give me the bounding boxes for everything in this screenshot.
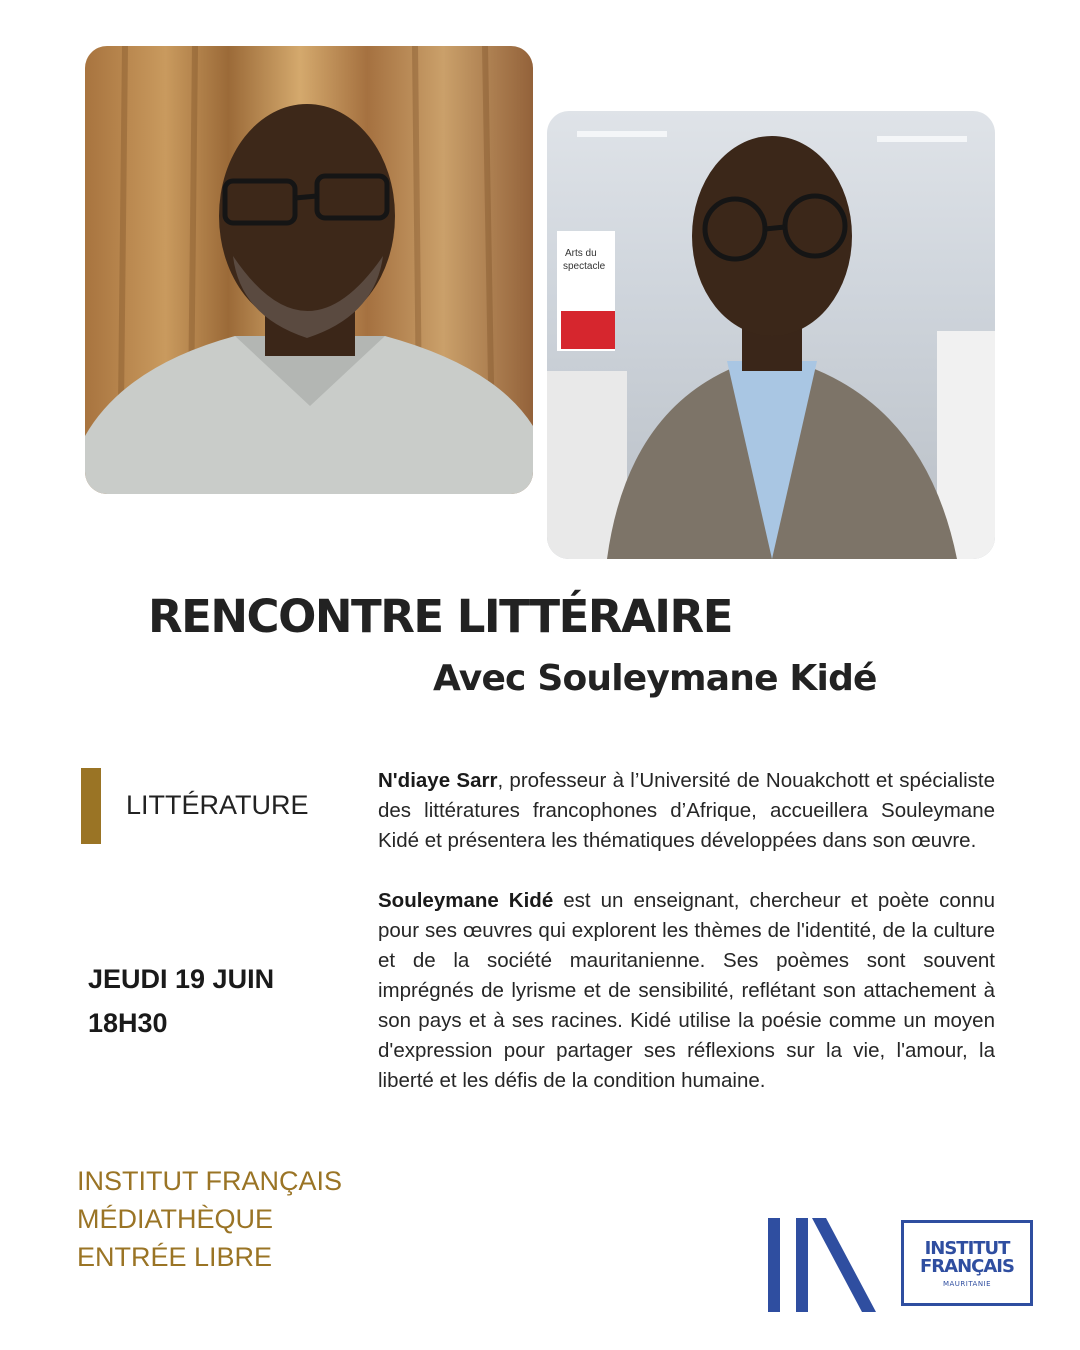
venue-info [77,1162,397,1276]
logo-text-institut: INSTITUT [924,1238,1010,1259]
description-paragraph-2 [378,886,995,1096]
guest-name: Souleymane Kidé [378,889,554,912]
host-name: N'diaye Sarr [378,769,498,792]
event-category: LITTÉRATURE [126,790,309,820]
venue-line-institut: INSTITUT FRANÇAIS [77,1166,343,1196]
event-date: JEUDI 19 JUIN [88,964,275,994]
portrait-ndiaye-sarr [85,46,533,494]
sign-text-1: Arts du [565,248,597,259]
description-paragraph-1 [378,766,995,856]
institut-francais-logo [901,1220,1033,1306]
venue-line-mediatheque: MÉDIATHÈQUE [77,1204,274,1234]
event-time: 18H30 [88,1008,168,1038]
event-description [378,766,995,1126]
portrait-right-illustration [547,111,995,559]
if-monogram-logo [768,1218,880,1312]
description-text-1: , professeur à l’Université de Nouakchott et spécialiste des littératures francophones d’Afrique, accueillera Souleymane Kidé et présentera les thématiques développées dans son œuvre. [378,769,996,852]
sign-text-2: spectacle [563,261,606,272]
event-subtitle: Avec Souleymane Kidé [433,658,877,699]
event-title: RENCONTRE LITTÉRAIRE [148,590,732,643]
description-text-2: est un enseignant, chercheur et poète connu pour ses œuvres qui explorent les thèmes de l'identité, de la culture et de la société mauritanienne. Ses poèmes sont souvent imprégnés de lyrisme et de sensibilité, reflétant son attachement à son pays et à ses racines. Kidé utilise la poésie comme un moyen d'expression pour partager ses réflexions sur la vie, l'amour, la liberté et les défis de la condition humaine. [378,889,996,1092]
portrait-souleymane-kide [547,111,995,559]
portrait-left-illustration [85,46,533,494]
event-datetime [88,957,348,1045]
logo-text-mauritanie: MAURITANIE [942,1280,992,1288]
category-accent-bar [81,768,101,844]
logo-text-francais: FRANÇAIS [920,1256,1014,1277]
venue-line-entree: ENTRÉE LIBRE [77,1242,273,1272]
